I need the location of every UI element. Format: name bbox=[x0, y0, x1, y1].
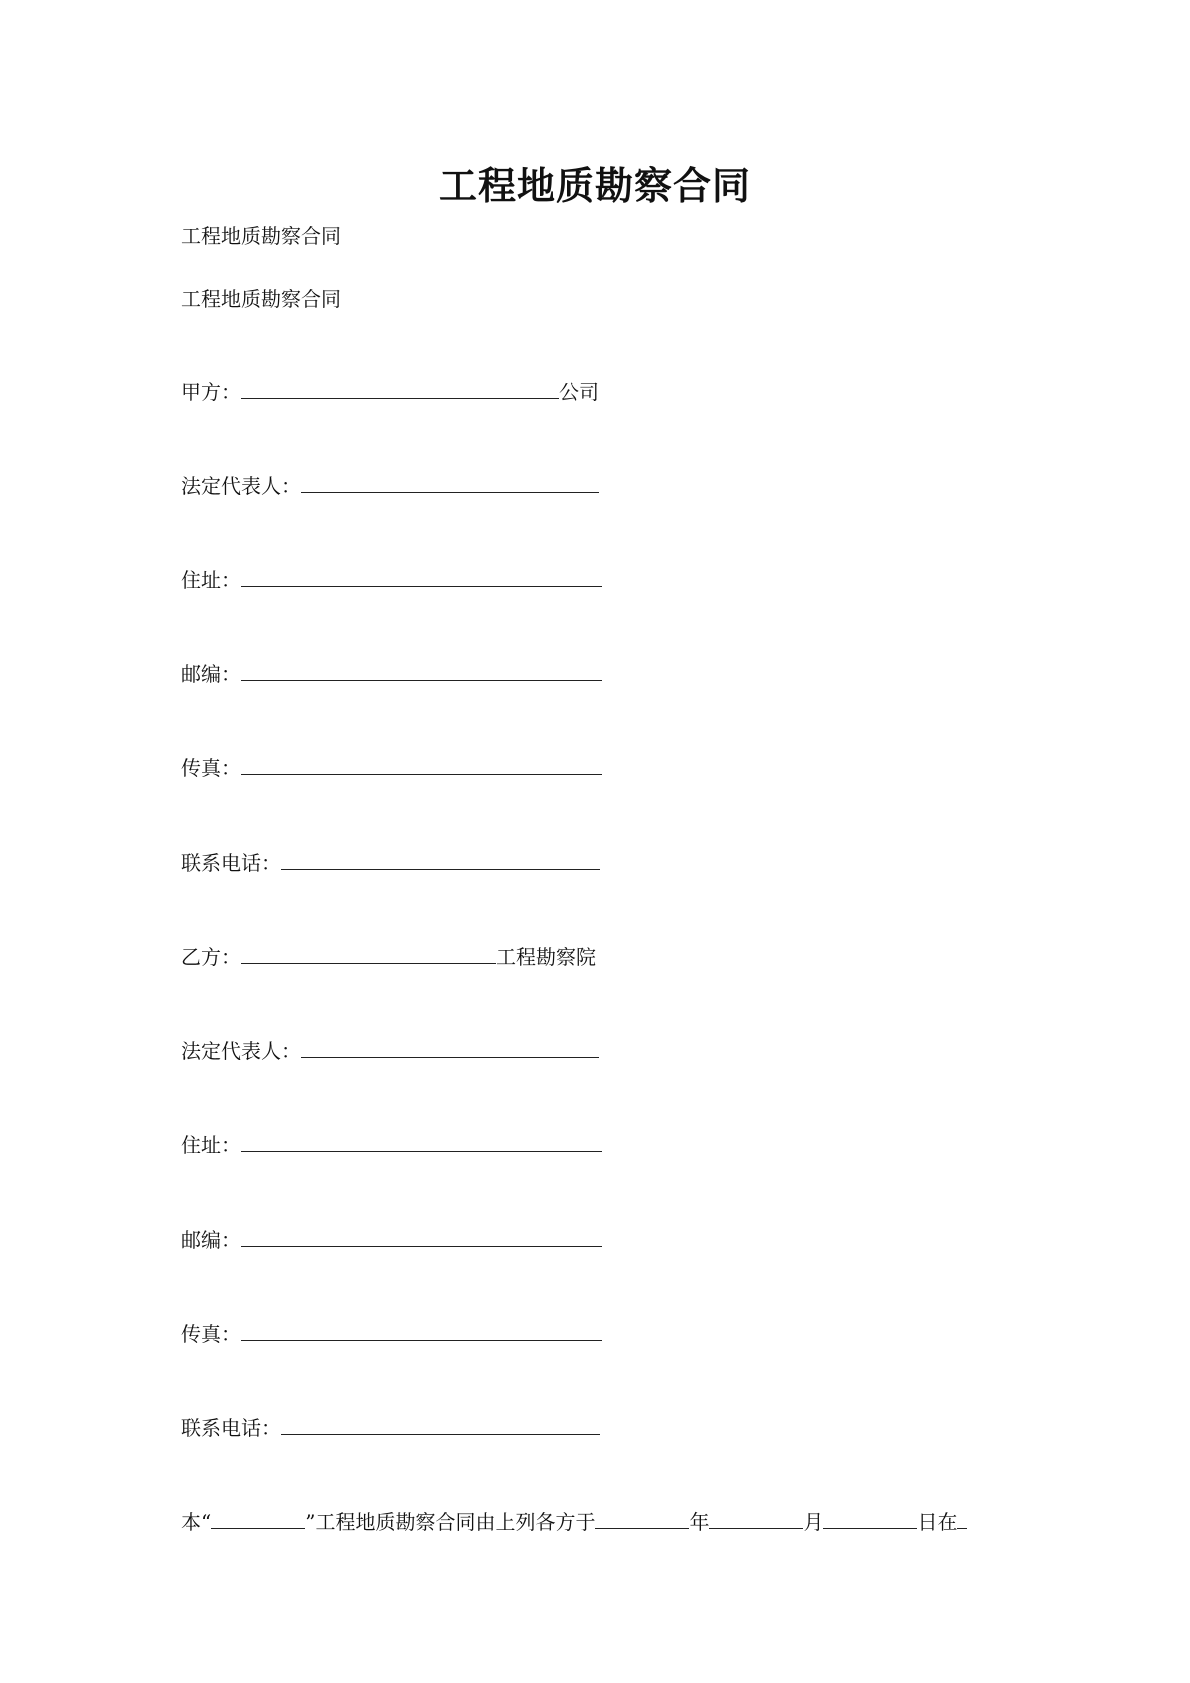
subtitle-line-1: 工程地质勘察合同 bbox=[181, 224, 341, 248]
party-b-fax-row bbox=[181, 1320, 602, 1348]
party-a-rep-label: 法定代表人： bbox=[181, 474, 301, 498]
project-name-field[interactable] bbox=[211, 1508, 305, 1529]
party-a-fax-label: 传真： bbox=[181, 756, 241, 780]
day-label: 日在 bbox=[917, 1510, 958, 1534]
party-b-address-label: 住址： bbox=[181, 1133, 241, 1157]
contract-statement bbox=[181, 1508, 967, 1536]
party-a-address-label: 住址： bbox=[181, 568, 241, 592]
subtitle-line-2: 工程地质勘察合同 bbox=[181, 287, 341, 311]
day-field[interactable] bbox=[823, 1508, 917, 1529]
month-label: 月 bbox=[803, 1510, 824, 1534]
party-b-phone-field[interactable] bbox=[281, 1414, 600, 1435]
month-field[interactable] bbox=[709, 1508, 803, 1529]
statement-body: ”工程地质勘察合同由上列各方于 bbox=[305, 1510, 596, 1534]
party-b-company-field[interactable] bbox=[241, 943, 496, 964]
party-a-company-suffix: 公司 bbox=[559, 380, 599, 404]
party-b-phone-row bbox=[181, 1414, 600, 1442]
party-b-phone-label: 联系电话： bbox=[181, 1416, 281, 1440]
party-a-fax-field[interactable] bbox=[241, 754, 602, 775]
party-a-company-field[interactable] bbox=[241, 378, 559, 399]
party-a-address-field[interactable] bbox=[241, 566, 602, 587]
party-a-fax-row bbox=[181, 754, 602, 782]
statement-prefix: 本“ bbox=[181, 1510, 212, 1534]
party-b-fax-label: 传真： bbox=[181, 1322, 241, 1346]
location-field[interactable] bbox=[957, 1508, 967, 1529]
party-a-phone-row bbox=[181, 849, 600, 877]
year-field[interactable] bbox=[595, 1508, 689, 1529]
party-a-phone-field[interactable] bbox=[281, 849, 600, 870]
party-b-postcode-label: 邮编： bbox=[181, 1228, 241, 1252]
party-b-address-field[interactable] bbox=[241, 1131, 602, 1152]
document-title: 工程地质勘察合同 bbox=[438, 163, 751, 208]
party-b-rep-row bbox=[181, 1037, 599, 1065]
party-b-company-row bbox=[181, 943, 596, 971]
party-a-postcode-label: 邮编： bbox=[181, 662, 241, 686]
party-a-postcode-row bbox=[181, 660, 602, 688]
party-a-phone-label: 联系电话： bbox=[181, 851, 281, 875]
party-b-company-label: 乙方： bbox=[181, 945, 241, 969]
party-b-postcode-row bbox=[181, 1226, 602, 1254]
party-a-company-row bbox=[181, 378, 599, 406]
party-b-address-row bbox=[181, 1131, 602, 1159]
party-a-rep-row bbox=[181, 472, 599, 500]
party-b-postcode-field[interactable] bbox=[241, 1226, 602, 1247]
party-b-rep-label: 法定代表人： bbox=[181, 1039, 301, 1063]
party-b-company-suffix: 工程勘察院 bbox=[496, 945, 596, 969]
party-a-postcode-field[interactable] bbox=[241, 660, 602, 681]
party-b-fax-field[interactable] bbox=[241, 1320, 602, 1341]
party-a-rep-field[interactable] bbox=[301, 472, 599, 493]
party-a-company-label: 甲方： bbox=[181, 380, 241, 404]
year-label: 年 bbox=[689, 1510, 710, 1534]
party-b-rep-field[interactable] bbox=[301, 1037, 599, 1058]
party-a-address-row bbox=[181, 566, 602, 594]
